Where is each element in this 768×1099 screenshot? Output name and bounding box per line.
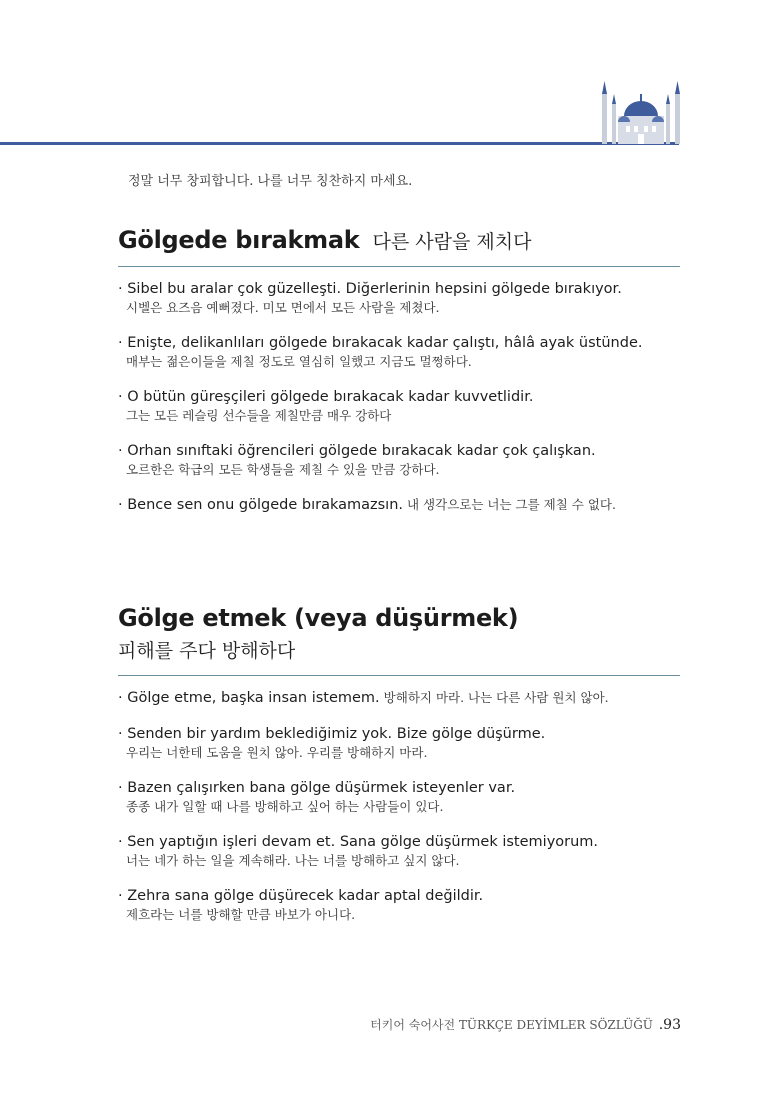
idiom-heading bbox=[118, 226, 680, 254]
idiom-section-golgede-birakmak bbox=[118, 226, 680, 515]
idiom-title: Gölgede bırakmak bbox=[118, 226, 360, 254]
idiom-heading bbox=[118, 604, 680, 663]
example-turkish: · Orhan sınıftaki öğrencileri gölgede bırakacak kadar çok çalışkan. bbox=[118, 443, 596, 459]
page-number: .93 bbox=[658, 1017, 681, 1033]
example-korean: 내 생각으로는 너는 그를 제칠 수 없다. bbox=[407, 497, 616, 512]
example-item bbox=[118, 724, 680, 762]
footer-title: 터키어 숙어사전 TÜRKÇE DEYİMLER SÖZLÜĞÜ bbox=[370, 1018, 653, 1032]
example-turkish: · Bazen çalışırken bana gölge düşürmek isteyenler var. bbox=[118, 780, 516, 796]
idiom-title: Gölge etmek (veya düşürmek) bbox=[118, 604, 519, 632]
idiom-meaning: 다른 사람을 제치다 bbox=[372, 231, 532, 253]
example-item bbox=[118, 778, 680, 816]
example-korean: 오르한은 학급의 모든 학생들을 제칠 수 있을 만큼 강하다. bbox=[126, 462, 440, 477]
example-korean: 우리는 너한테 도움을 원치 않아. 우리를 방해하지 마라. bbox=[126, 745, 428, 760]
example-item bbox=[118, 886, 680, 924]
example-list bbox=[118, 279, 680, 515]
example-turkish: · Sen yaptığın işleri devam et. Sana gölge düşürmek istemiyorum. bbox=[118, 834, 599, 850]
example-korean: 시벨은 요즈음 예뻐졌다. 미모 면에서 모든 사람을 제쳤다. bbox=[126, 300, 440, 315]
example-list bbox=[118, 688, 680, 924]
example-korean: 방해하지 마라. 나는 다른 사람 원치 않아. bbox=[383, 690, 609, 705]
idiom-section-golge-etmek bbox=[118, 604, 680, 924]
example-turkish: · Gölge etme, başka insan istemem. bbox=[118, 690, 380, 706]
header-rule bbox=[0, 142, 679, 145]
example-item bbox=[118, 279, 680, 317]
example-item bbox=[118, 441, 680, 479]
example-korean: 매부는 젊은이들을 제칠 정도로 열심히 일했고 지금도 멀쩡하다. bbox=[126, 354, 472, 369]
example-korean: 종종 내가 일할 때 나를 방해하고 싶어 하는 사람들이 있다. bbox=[126, 799, 444, 814]
example-turkish: · Zehra sana gölge düşürecek kadar aptal değildir. bbox=[118, 888, 484, 904]
example-turkish: · Enişte, delikanlıları gölgede bırakacak kadar çalıştı, hâlâ ayak üstünde. bbox=[118, 335, 643, 351]
section-divider bbox=[118, 266, 680, 267]
example-turkish: · O bütün güreşçileri gölgede bırakacak kadar kuvvetlidir. bbox=[118, 389, 534, 405]
mosque-icon bbox=[596, 78, 686, 144]
example-item bbox=[118, 832, 680, 870]
example-combined bbox=[118, 495, 680, 515]
example-combined bbox=[118, 688, 680, 708]
example-korean: 그는 모든 레슬링 선수들을 제칠만큼 매우 강하다 bbox=[126, 408, 392, 423]
example-turkish: · Senden bir yardım beklediğimiz yok. Bize gölge düşürme. bbox=[118, 726, 546, 742]
page-footer bbox=[370, 1016, 681, 1033]
example-item bbox=[118, 688, 680, 708]
intro-text: 정말 너무 창피합니다. 나를 너무 칭찬하지 마세요. bbox=[128, 174, 413, 189]
example-turkish: · Sibel bu aralar çok güzelleşti. Diğerlerinin hepsini gölgede bırakıyor. bbox=[118, 281, 622, 297]
example-item bbox=[118, 333, 680, 371]
idiom-meaning: 피해를 주다 방해하다 bbox=[118, 640, 296, 662]
example-item bbox=[118, 387, 680, 425]
example-korean: 너는 네가 하는 일을 계속해라. 나는 너를 방해하고 싶지 않다. bbox=[126, 853, 460, 868]
example-turkish: · Bence sen onu gölgede bırakamazsın. bbox=[118, 497, 403, 513]
section-divider bbox=[118, 675, 680, 676]
example-item bbox=[118, 495, 680, 515]
example-korean: 제흐라는 너를 방해할 만큼 바보가 아니다. bbox=[126, 907, 356, 922]
